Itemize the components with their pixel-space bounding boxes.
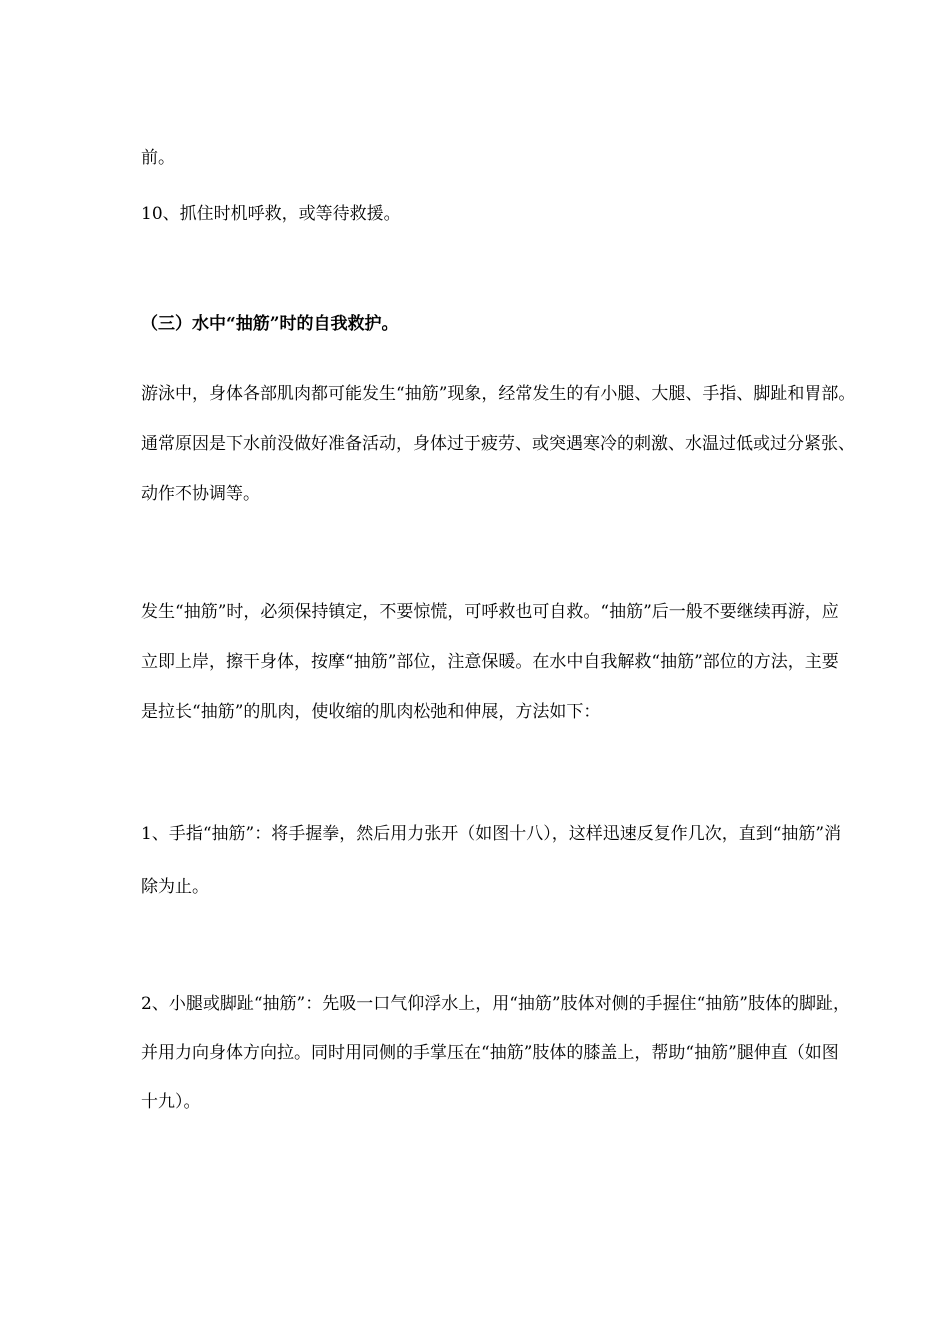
text-line: 十九）。 [141,1092,201,1112]
text-line: 立即上岸，擦干身体，按摩“抽筋”部位，注意保暖。在水中自我解救“抽筋”部位的方法，主要 [141,652,839,672]
text-line: 发生“抽筋”时，必须保持镇定，不要惊慌，可呼救也可自救。“抽筋”后一般不要继续再游，应 [141,602,839,622]
text-line: 2、小腿或脚趾“抽筋”：先吸一口气仰浮水上，用“抽筋”肢体对侧的手握住“抽筋”肢体的脚趾， [141,994,850,1014]
text-line: 并用力向身体方向拉。同时用同侧的手掌压在“抽筋”肢体的膝盖上，帮助“抽筋”腿伸直（如图 [141,1043,839,1063]
text-line: 通常原因是下水前没做好准备活动，身体过于疲劳、或突遇寒冷的刺激、水温过低或过分紧张、 [141,434,855,454]
text-line: 动作不协调等。 [141,484,260,504]
text-line: 前。 [141,148,175,168]
section-heading: （三）水中“抽筋”时的自我救护。 [141,314,399,334]
text-line: 是拉长“抽筋”的肌肉，使收缩的肌肉松弛和伸展，方法如下： [141,702,601,722]
text-line: 10、抓住时机呼救，或等待救援。 [141,204,401,224]
text-line: 除为止。 [141,877,209,897]
text-line: 游泳中，身体各部肌肉都可能发生“抽筋”现象，经常发生的有小腿、大腿、手指、脚趾和胃部。 [141,384,856,404]
text-line: 1、手指“抽筋”：将手握拳，然后用力张开（如图十八），这样迅速反复作几次，直到“抽筋”消 [141,824,842,844]
